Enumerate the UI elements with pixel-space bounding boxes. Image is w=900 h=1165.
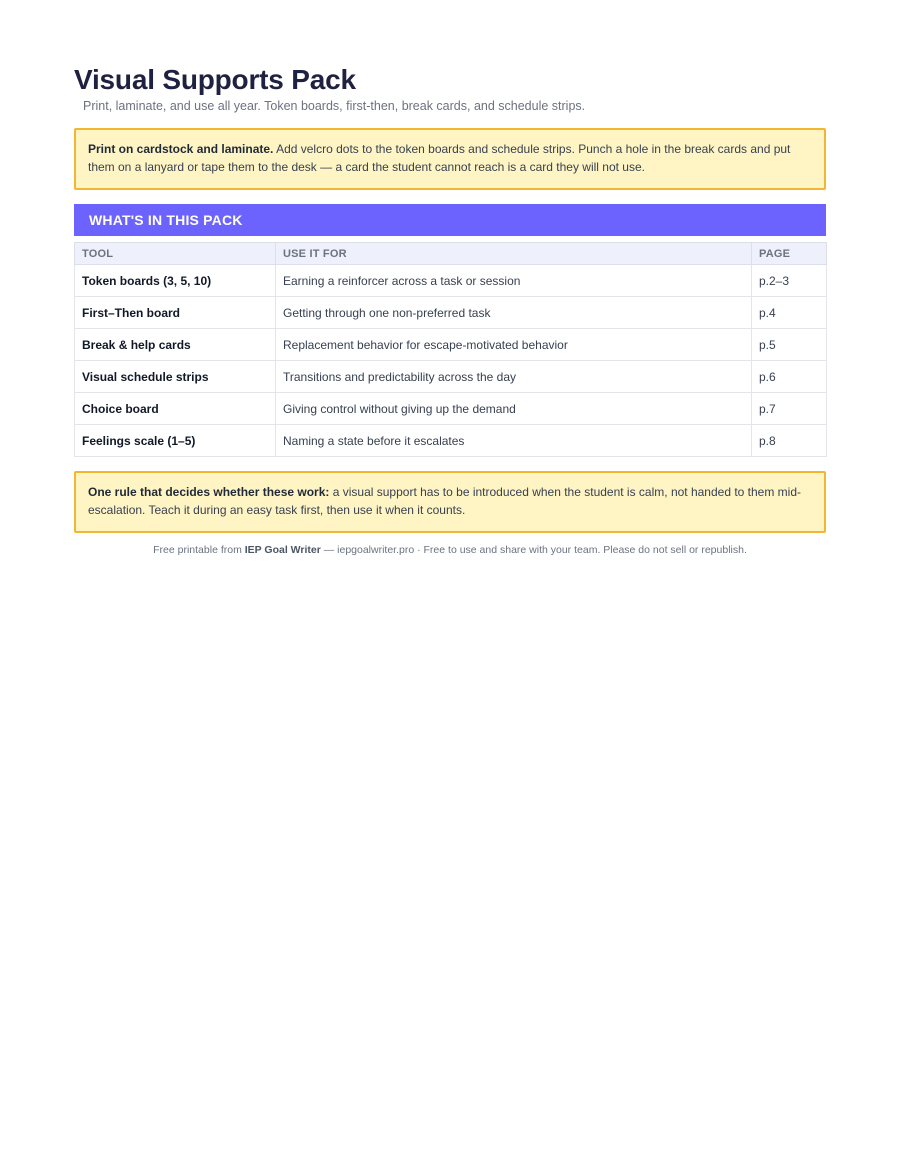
table-row (75, 425, 827, 457)
usage-rule-text: a visual support has to be introduced when the student is calm, not handed to them mid-escalation. Teach it during an easy task first, then use it when it counts. (88, 485, 802, 517)
tool-name: Visual schedule strips (75, 361, 276, 393)
usage-rule-lead: One rule that decides whether these work: (88, 485, 330, 499)
tool-use: Getting through one non-preferred task (276, 297, 752, 329)
footer-brand: IEP Goal Writer (244, 544, 321, 556)
table-row (75, 361, 827, 393)
tool-name: First–Then board (75, 297, 276, 329)
table-row (75, 393, 827, 425)
footer-suffix: — iepgoalwriter.pro · Free to use and share with your team. Please do not sell or republish. (320, 544, 747, 556)
page-title: Visual Supports Pack (74, 64, 356, 95)
table-row (75, 329, 827, 361)
table-row (75, 297, 827, 329)
tool-use: Replacement behavior for escape-motivated behavior (276, 329, 752, 361)
usage-rule-callout (74, 471, 826, 533)
section-header-pack-contents: WHAT'S IN THIS PACK (74, 204, 826, 236)
print-instructions-callout (74, 128, 826, 190)
column-header-tool: TOOL (75, 243, 276, 265)
pack-contents-table (74, 242, 827, 457)
column-header-use: USE IT FOR (276, 243, 752, 265)
tool-name: Token boards (3, 5, 10) (75, 265, 276, 297)
tool-page: p.2–3 (752, 265, 827, 297)
tool-page: p.8 (752, 425, 827, 457)
print-instructions-text: Add velcro dots to the token boards and schedule strips. Punch a hole in the break cards and put them on a lanyard or tape them to the desk — a card the student cannot reach is a card they will not use. (88, 142, 791, 174)
tool-name: Choice board (75, 393, 276, 425)
tool-use: Naming a state before it escalates (276, 425, 752, 457)
tool-use: Transitions and predictability across the day (276, 361, 752, 393)
footer-prefix: Free printable from (153, 544, 245, 556)
tool-name: Feelings scale (1–5) (75, 425, 276, 457)
table-header-row (75, 243, 827, 265)
tool-page: p.7 (752, 393, 827, 425)
print-instructions-lead: Print on cardstock and laminate. (88, 142, 274, 156)
tool-use: Earning a reinforcer across a task or session (276, 265, 752, 297)
tool-name: Break & help cards (75, 329, 276, 361)
tool-page: p.6 (752, 361, 827, 393)
tool-use: Giving control without giving up the demand (276, 393, 752, 425)
page-subtitle: Print, laminate, and use all year. Token boards, first-then, break cards, and schedule strips. (83, 99, 586, 113)
document-page (74, 62, 826, 557)
tool-page: p.4 (752, 297, 827, 329)
page-footer (74, 543, 826, 557)
table-row (75, 265, 827, 297)
column-header-page: PAGE (752, 243, 827, 265)
tool-page: p.5 (752, 329, 827, 361)
